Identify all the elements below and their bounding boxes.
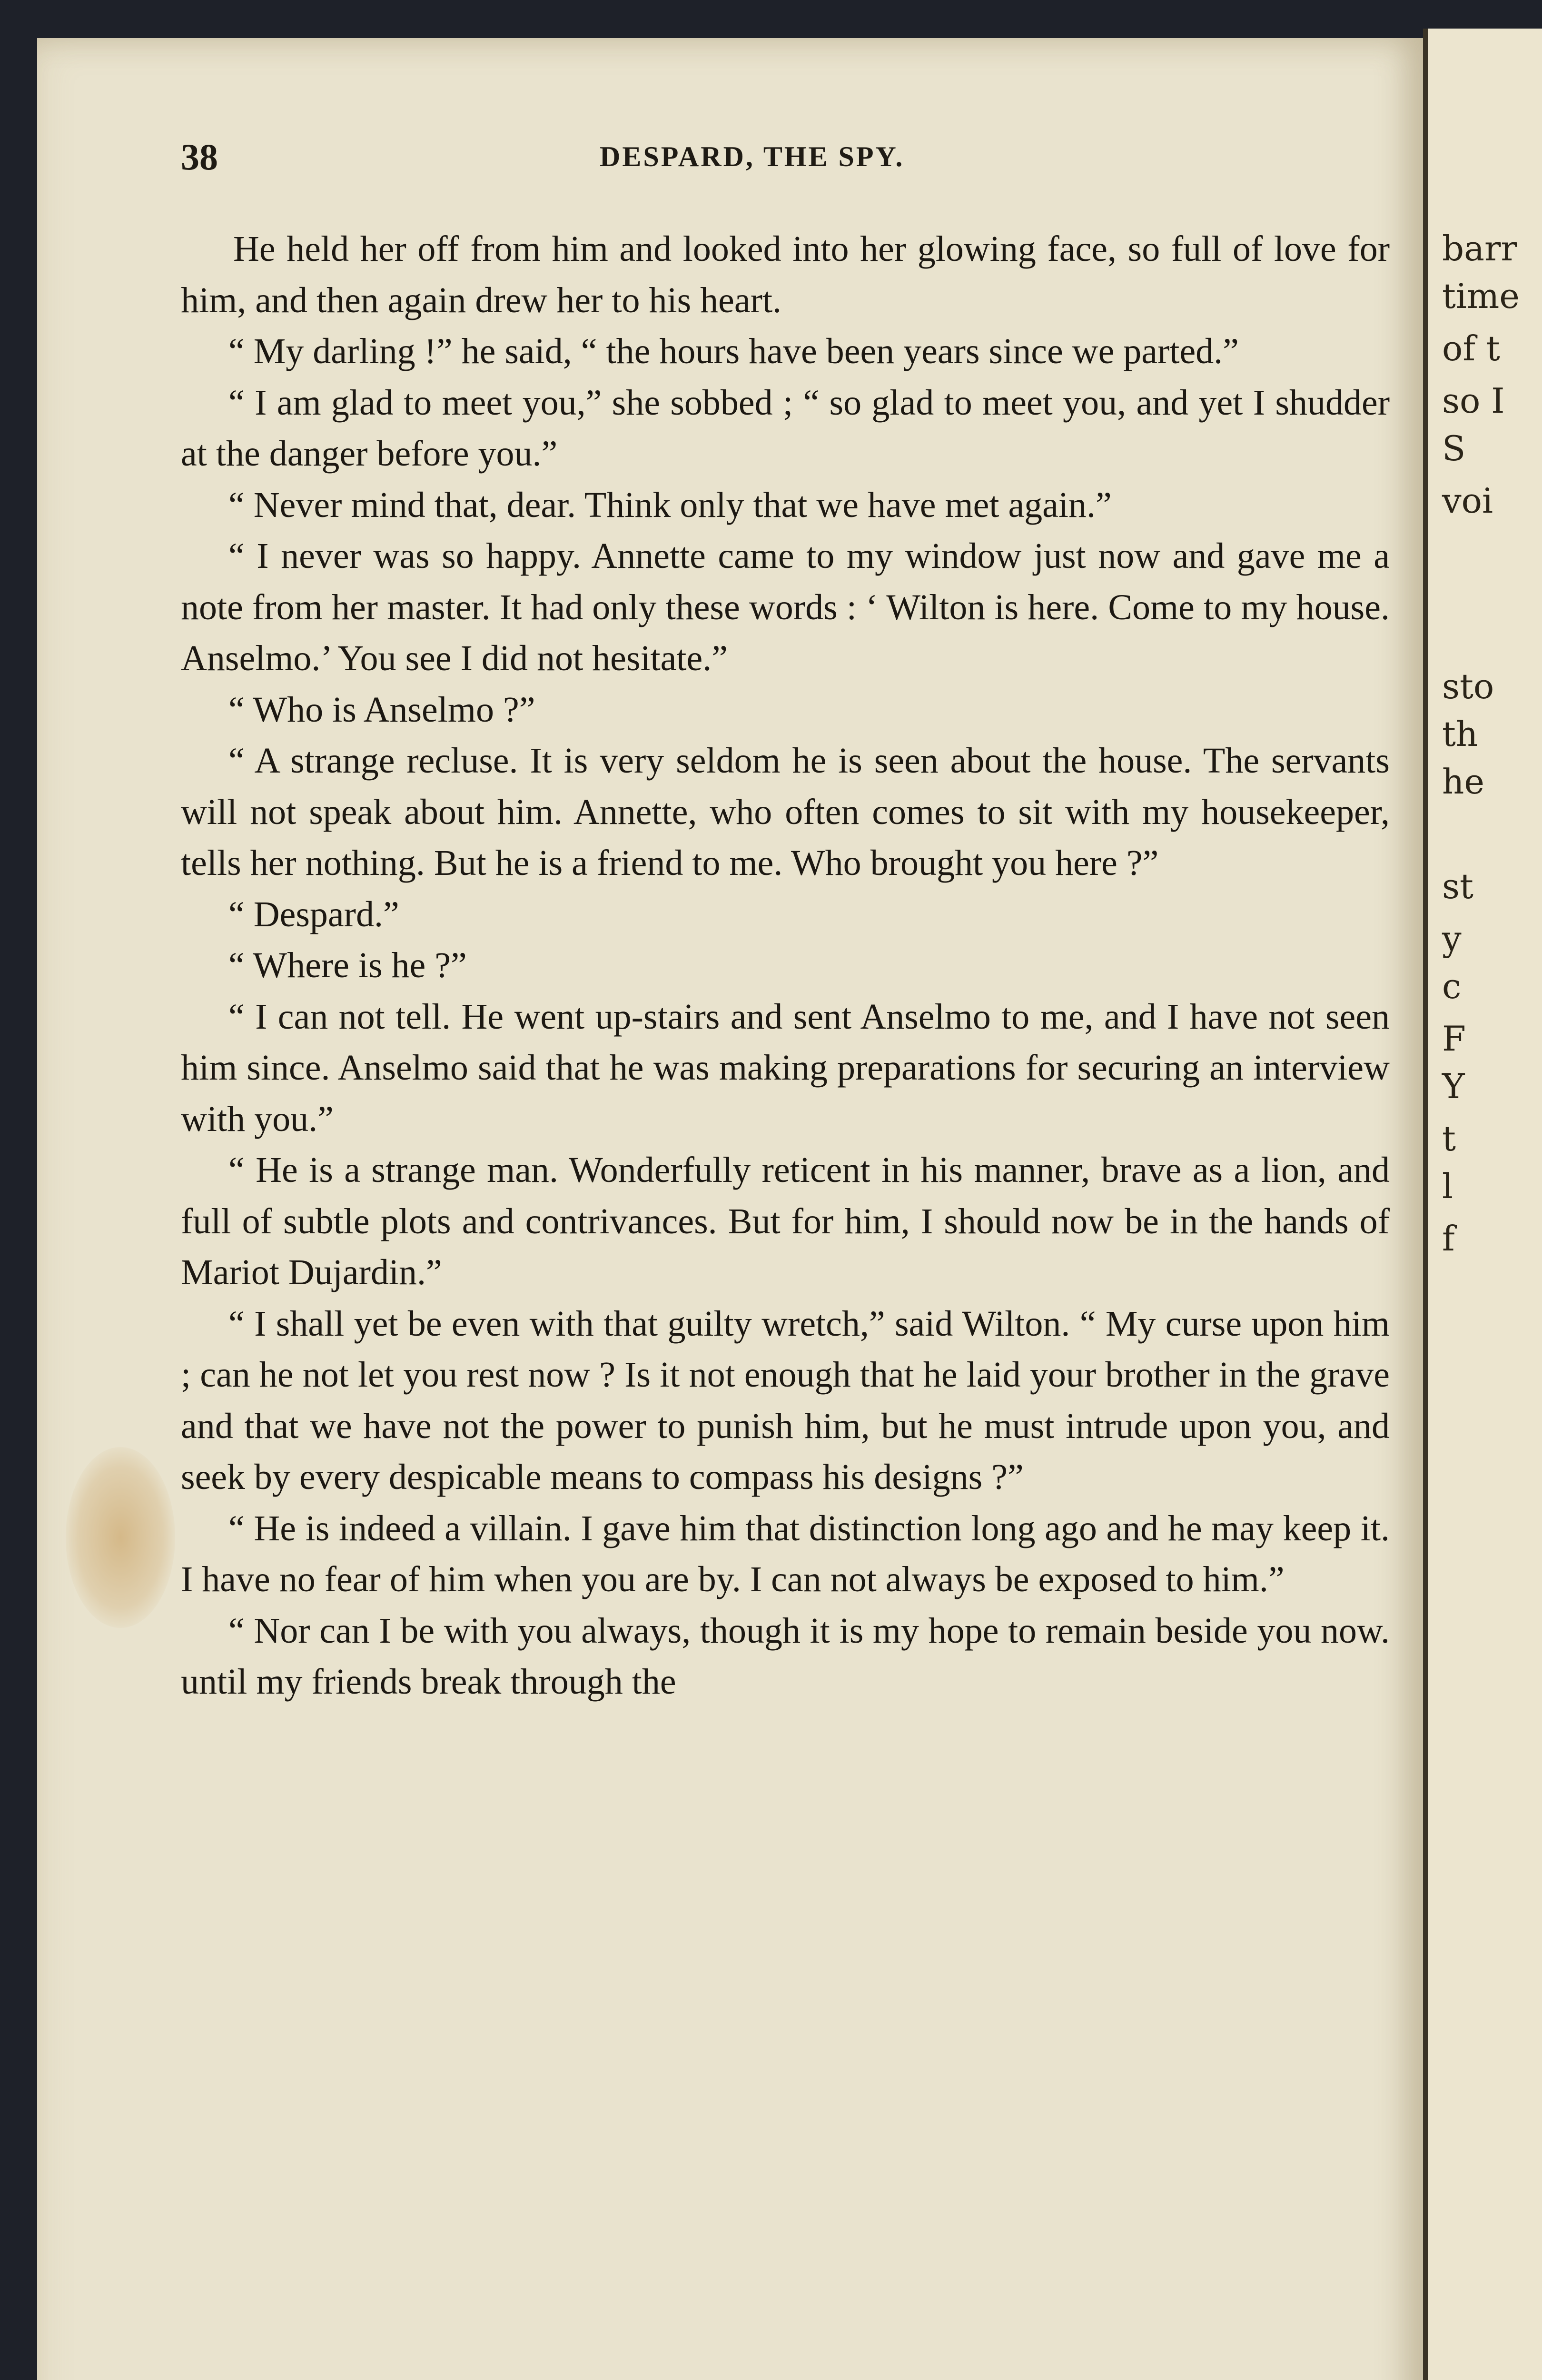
paragraph: “ He is a strange man. Wonderfully reticent in his manner, brave as a lion, and full of subtle plots and contrivances. But for him, I should now be in the hands of Mariot Dujardin.”: [181, 1150, 1390, 1292]
facing-page-edge: [1423, 29, 1542, 2380]
body-text: [181, 224, 1390, 1708]
facing-fragment: of t: [1442, 328, 1500, 368]
page-number: 38: [181, 136, 218, 178]
facing-fragment: st: [1442, 866, 1473, 906]
facing-fragment: F: [1442, 1019, 1466, 1059]
facing-fragment: he: [1442, 762, 1484, 802]
running-title: DESPARD, THE SPY.: [600, 141, 905, 172]
facing-fragment: S: [1442, 428, 1466, 468]
paragraph: “ Never mind that, dear. Think only that we have met again.”: [228, 485, 1112, 525]
paragraph: “ I never was so happy. Annette came to my window just now and gave me a note from her master. It had only these words : ‘ Wilton is here. Come to my house. Anselmo.’ You see I did not hesitate.”: [181, 536, 1390, 678]
facing-fragment: so I: [1442, 381, 1505, 421]
facing-fragment: voi: [1442, 481, 1493, 521]
paragraph: “ I am glad to meet you,” she sobbed ; “ so glad to meet you, and yet I shudder at the danger before you.”: [181, 382, 1390, 474]
facing-fragment: t: [1442, 1119, 1456, 1159]
paragraph: “ My darling !” he said, “ the hours have been years since we parted.”: [228, 331, 1239, 371]
paragraph: “ He is indeed a villain. I gave him that distinction long ago and he may keep it. I have no fear of him when you are by. I can not always be exposed to him.”: [181, 1508, 1390, 1599]
facing-fragment: l: [1442, 1166, 1453, 1206]
paragraph: “ Where is he ?”: [228, 945, 467, 985]
paragraph: “ I shall yet be even with that guilty wretch,” said Wilton. “ My curse upon him ; can he not let you rest now ? Is it not enough that he laid your brother in the grave and that we have not the power to punish him, but he must intrude upon you, and seek by every despicable means to compass his designs ?”: [181, 1303, 1390, 1497]
paragraph: “ A strange recluse. It is very seldom he is seen about the house. The servants will not speak about him. Annette, who often comes to sit with my housekeeper, tells her nothing. But he is a friend to me. Who brought you here ?”: [181, 741, 1390, 883]
paragraph: “ I can not tell. He went up-stairs and sent Anselmo to me, and I have not seen him since. Anselmo said that he was making preparations for securing an interview with you.”: [181, 996, 1390, 1139]
facing-fragment: th: [1442, 714, 1478, 754]
paragraph: He held her off from him and looked into her glowing face, so full of love for him, and then again drew her to his heart.: [181, 229, 1390, 320]
facing-fragment: c: [1442, 966, 1462, 1006]
facing-fragment: f: [1442, 1219, 1455, 1259]
facing-fragment: Y: [1442, 1066, 1465, 1106]
facing-fragment: time: [1442, 276, 1520, 316]
facing-fragment: barr: [1442, 228, 1517, 268]
paragraph: “ Despard.”: [228, 894, 399, 934]
paragraph: “ Nor can I be with you always, though it is my hope to remain beside you now. until my friends break through the: [181, 1610, 1390, 1702]
water-stain: [66, 1447, 175, 1628]
page-header: [181, 136, 1394, 188]
facing-fragment: y: [1442, 919, 1462, 959]
facing-fragment: sto: [1442, 666, 1494, 706]
paragraph: “ Who is Anselmo ?”: [228, 689, 535, 730]
